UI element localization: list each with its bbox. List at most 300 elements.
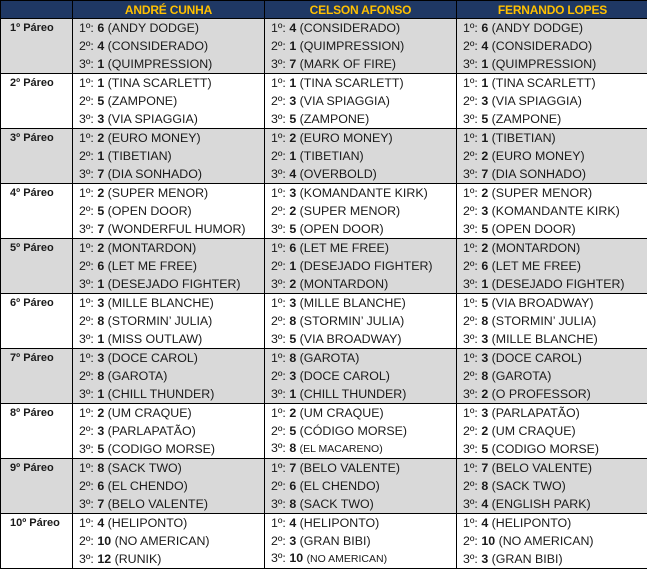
tip-cell: [457, 19, 647, 38]
horse-name: (TIBETIAN): [108, 149, 172, 163]
placing: 1º:: [271, 406, 286, 420]
placing: 2º:: [463, 314, 478, 328]
race-label: 3º Páreo: [1, 129, 73, 184]
tip-cell: [457, 440, 647, 459]
tip-cell: [457, 349, 647, 368]
placing: 3º:: [79, 222, 94, 236]
horse-name: (SACK TWO): [492, 479, 566, 493]
horse-name: (SUPER MENOR): [492, 186, 593, 200]
placing: 1º:: [271, 296, 286, 310]
placing: 3º:: [271, 57, 286, 71]
horse-name: (OPEN DOOR): [492, 222, 576, 236]
placing: 2º:: [463, 369, 478, 383]
placing: 3º:: [463, 552, 478, 566]
tip-cell: [457, 147, 647, 165]
horse-number: 4: [289, 516, 296, 530]
placing: 3º:: [79, 277, 94, 291]
tip-cell: [265, 495, 457, 514]
tip-cell: [457, 312, 647, 330]
tip-cell: [73, 74, 265, 93]
horse-name: (CÓDIGO MORSE): [300, 424, 407, 438]
placing: 2º:: [79, 369, 94, 383]
horse-number: 8: [289, 351, 296, 365]
horse-name: (BELO VALENTE): [492, 461, 592, 475]
horse-number: 7: [97, 222, 104, 236]
horse-number: 6: [97, 259, 104, 273]
placing: 1º:: [79, 186, 94, 200]
placing: 3º:: [79, 552, 94, 566]
horse-name: (GAROTA): [492, 369, 552, 383]
horse-name: (SACK TWO): [300, 497, 374, 511]
horse-name: (UM CRAQUE): [300, 406, 384, 420]
placing: 2º:: [463, 149, 478, 163]
header-tipster-3: FERNANDO LOPES: [457, 1, 647, 19]
horse-number: 3: [481, 204, 488, 218]
horse-number: 1: [481, 277, 488, 291]
horse-number: 8: [289, 497, 296, 511]
horse-name: (KOMANDANTE KIRK): [300, 186, 428, 200]
horse-number: 2: [481, 241, 488, 255]
horse-name: (WONDERFUL HUMOR): [108, 222, 246, 236]
tip-cell: [73, 495, 265, 514]
placing: 2º:: [271, 314, 286, 328]
horse-number: 7: [481, 461, 488, 475]
horse-number: 5: [289, 424, 296, 438]
tip-cell: [265, 330, 457, 349]
table-row: [1, 477, 647, 495]
tip-cell: [265, 147, 457, 165]
tip-cell: [73, 37, 265, 55]
horse-name: (LET ME FREE): [300, 241, 389, 255]
horse-name: (ZAMPONE): [300, 112, 370, 126]
placing: 1º:: [463, 296, 478, 310]
horse-number: 4: [97, 39, 104, 53]
horse-name: (ANDY DODGE): [108, 21, 199, 35]
horse-number: 4: [481, 497, 488, 511]
horse-name: (VIA SPIAGGIA): [492, 94, 582, 108]
horse-name: (QUIMPRESSION): [108, 57, 213, 71]
horse-name: (GAROTA): [108, 369, 168, 383]
horse-name: (NO AMERICAN): [307, 553, 388, 565]
placing: 3º:: [463, 497, 478, 511]
placing: 2º:: [79, 479, 94, 493]
placing: 2º:: [463, 204, 478, 218]
horse-name: (OPEN DOOR): [108, 204, 192, 218]
placing: 1º:: [271, 241, 286, 255]
tip-cell: [73, 330, 265, 349]
horse-name: (EURO MONEY): [300, 131, 393, 145]
table-row: [1, 165, 647, 184]
horse-number: 2: [97, 186, 104, 200]
horse-number: 2: [481, 186, 488, 200]
tip-cell: [457, 110, 647, 129]
horse-name: (RUNIK): [115, 552, 162, 566]
tip-cell: [73, 404, 265, 423]
placing: 1º:: [463, 241, 478, 255]
horse-name: (DOCE CAROL): [492, 351, 582, 365]
placing: 2º:: [271, 259, 286, 273]
tip-cell: [73, 92, 265, 110]
horse-number: 1: [481, 131, 488, 145]
tip-cell: [265, 202, 457, 220]
placing: 2º:: [271, 204, 286, 218]
race-label: 5º Páreo: [1, 239, 73, 294]
tip-cell: [73, 184, 265, 203]
tip-cell: [457, 184, 647, 203]
horse-number: 10: [97, 534, 111, 548]
placing: 1º:: [463, 21, 478, 35]
placing: 1º:: [463, 406, 478, 420]
tip-cell: [265, 294, 457, 313]
table-row: [1, 202, 647, 220]
horse-number: 3: [289, 94, 296, 108]
tip-cell: [73, 275, 265, 294]
tip-cell: [265, 532, 457, 550]
horse-name: (MILLE BLANCHE): [492, 332, 598, 346]
tip-cell: [457, 294, 647, 313]
horse-name: (DESEJADO FIGHTER): [492, 277, 625, 291]
tip-cell: [265, 312, 457, 330]
horse-name: (EL CHENDO): [300, 479, 380, 493]
tip-cell: [73, 220, 265, 239]
placing: 2º:: [79, 204, 94, 218]
table-row: [1, 92, 647, 110]
tip-cell: [265, 349, 457, 368]
placing: 2º:: [79, 94, 94, 108]
horse-number: 3: [97, 112, 104, 126]
horse-number: 10: [289, 551, 303, 565]
tip-cell: [73, 202, 265, 220]
tip-cell: [457, 330, 647, 349]
horse-number: 6: [481, 21, 488, 35]
placing: 3º:: [271, 112, 286, 126]
horse-number: 5: [97, 442, 104, 456]
horse-number: 2: [289, 277, 296, 291]
horse-number: 7: [481, 167, 488, 181]
horse-name: (GRAN BIBI): [300, 534, 371, 548]
table-row: [1, 532, 647, 550]
placing: 2º:: [463, 94, 478, 108]
table-row: [1, 220, 647, 239]
placing: 1º:: [271, 76, 286, 90]
table-row: [1, 37, 647, 55]
horse-name: (CODIGO MORSE): [492, 442, 599, 456]
horse-number: 3: [97, 296, 104, 310]
horse-number: 2: [97, 406, 104, 420]
horse-name: (MILLE BLANCHE): [108, 296, 214, 310]
tip-cell: [265, 239, 457, 258]
horse-name: (VIA SPIAGGIA): [108, 112, 198, 126]
table-row: [1, 129, 647, 148]
tip-cell: [457, 550, 647, 569]
table-row: [1, 55, 647, 74]
tip-cell: [265, 404, 457, 423]
placing: 2º:: [79, 424, 94, 438]
horse-name: (SUPER MENOR): [108, 186, 209, 200]
placing: 3º:: [271, 222, 286, 236]
header-tipster-1: ANDRÉ CUNHA: [73, 1, 265, 19]
horse-number: 4: [481, 39, 488, 53]
horse-number: 5: [97, 94, 104, 108]
horse-name: (PARLAPATÃO): [108, 424, 196, 438]
race-label: 1º Páreo: [1, 19, 73, 74]
horse-name: (NO AMERICAN): [499, 534, 594, 548]
tip-cell: [73, 312, 265, 330]
horse-number: 2: [289, 406, 296, 420]
placing: 1º:: [79, 21, 94, 35]
horse-number: 2: [481, 149, 488, 163]
horse-name: (STORMIN’ JULIA): [492, 314, 597, 328]
table-row: [1, 385, 647, 404]
placing: 3º:: [79, 497, 94, 511]
table-row: [1, 367, 647, 385]
horse-number: 1: [481, 76, 488, 90]
placing: 2º:: [271, 424, 286, 438]
horse-name: (DOCE CAROL): [108, 351, 198, 365]
horse-name: (DESEJADO FIGHTER): [300, 259, 433, 273]
horse-number: 3: [481, 552, 488, 566]
placing: 2º:: [79, 314, 94, 328]
placing: 3º:: [79, 332, 94, 346]
horse-name: (SUPER MENOR): [300, 204, 401, 218]
horse-name: (GRAN BIBI): [492, 552, 563, 566]
horse-number: 2: [97, 241, 104, 255]
horse-number: 5: [481, 112, 488, 126]
tip-cell: [73, 294, 265, 313]
placing: 3º:: [79, 387, 94, 401]
placing: 2º:: [79, 39, 94, 53]
placing: 3º:: [79, 167, 94, 181]
horse-name: (ANDY DODGE): [492, 21, 583, 35]
horse-name: (EL MACARENO): [300, 443, 383, 455]
placing: 3º:: [79, 57, 94, 71]
placing: 1º:: [79, 351, 94, 365]
table-row: [1, 422, 647, 440]
placing: 1º:: [271, 461, 286, 475]
horse-number: 8: [481, 479, 488, 493]
race-label: 2º Páreo: [1, 74, 73, 129]
tip-cell: [457, 385, 647, 404]
horse-number: 3: [97, 424, 104, 438]
horse-number: 12: [97, 552, 111, 566]
horse-number: 1: [481, 57, 488, 71]
horse-number: 1: [289, 76, 296, 90]
placing: 3º:: [79, 442, 94, 456]
tip-cell: [265, 550, 457, 569]
race-label: 8º Páreo: [1, 404, 73, 459]
tip-cell: [457, 202, 647, 220]
placing: 1º:: [271, 351, 286, 365]
tip-cell: [265, 37, 457, 55]
horse-number: 1: [289, 259, 296, 273]
tip-cell: [73, 422, 265, 440]
tip-cell: [73, 514, 265, 533]
placing: 2º:: [271, 479, 286, 493]
horse-name: (VIA BROADWAY): [492, 296, 594, 310]
placing: 1º:: [463, 516, 478, 530]
horse-name: (TINA SCARLETT): [492, 76, 596, 90]
tip-cell: [457, 37, 647, 55]
horse-name: (STORMIN’ JULIA): [300, 314, 405, 328]
placing: 2º:: [271, 39, 286, 53]
tip-cell: [457, 92, 647, 110]
horse-name: (CHILL THUNDER): [300, 387, 407, 401]
horse-name: (HELIPONTO): [300, 516, 380, 530]
horse-number: 3: [481, 94, 488, 108]
table-row: [1, 239, 647, 258]
horse-number: 8: [97, 369, 104, 383]
placing: 1º:: [463, 461, 478, 475]
horse-number: 6: [97, 479, 104, 493]
tip-cell: [265, 55, 457, 74]
tip-cell: [265, 129, 457, 148]
placing: 2º:: [79, 259, 94, 273]
tip-cell: [73, 532, 265, 550]
race-label: 7º Páreo: [1, 349, 73, 404]
horse-number: 3: [289, 534, 296, 548]
placing: 2º:: [463, 39, 478, 53]
placing: 1º:: [271, 21, 286, 35]
horse-name: (O PROFESSOR): [492, 387, 591, 401]
horse-name: (ENGLISH PARK): [492, 497, 591, 511]
header-row: [1, 1, 647, 19]
tip-cell: [265, 220, 457, 239]
tip-cell: [73, 147, 265, 165]
horse-name: (HELIPONTO): [108, 516, 188, 530]
horse-name: (VIA SPIAGGIA): [300, 94, 390, 108]
horse-name: (ZAMPONE): [492, 112, 562, 126]
horse-number: 1: [289, 387, 296, 401]
tip-cell: [73, 55, 265, 74]
tip-cell: [265, 92, 457, 110]
horse-number: 6: [481, 259, 488, 273]
tip-cell: [457, 404, 647, 423]
horse-name: (QUIMPRESSION): [492, 57, 597, 71]
tip-cell: [457, 55, 647, 74]
tip-cell: [457, 532, 647, 550]
tip-cell: [457, 165, 647, 184]
placing: 2º:: [79, 534, 94, 548]
placing: 3º:: [271, 497, 286, 511]
horse-number: 3: [289, 186, 296, 200]
tip-cell: [457, 257, 647, 275]
horse-number: 1: [97, 387, 104, 401]
horse-name: (VIA BROADWAY): [300, 332, 402, 346]
placing: 1º:: [79, 406, 94, 420]
horse-name: (BELO VALENTE): [300, 461, 400, 475]
placing: 2º:: [271, 149, 286, 163]
table-row: [1, 440, 647, 459]
tip-cell: [73, 477, 265, 495]
table-row: [1, 514, 647, 533]
placing: 3º:: [463, 112, 478, 126]
placing: 1º:: [79, 516, 94, 530]
horse-number: 4: [289, 21, 296, 35]
tip-cell: [73, 110, 265, 129]
horse-number: 1: [97, 76, 104, 90]
placing: 2º:: [463, 259, 478, 273]
race-label: 6º Páreo: [1, 294, 73, 349]
table-row: [1, 257, 647, 275]
horse-name: (MISS OUTLAW): [108, 332, 203, 346]
horse-name: (CHILL THUNDER): [108, 387, 215, 401]
horse-name: (CONSIDERADO): [300, 21, 401, 35]
horse-number: 8: [97, 314, 104, 328]
placing: 2º:: [271, 369, 286, 383]
table-row: [1, 184, 647, 203]
placing: 3º:: [271, 441, 286, 455]
placing: 3º:: [79, 112, 94, 126]
horse-name: (OVERBOLD): [300, 167, 377, 181]
horse-number: 5: [289, 332, 296, 346]
tip-cell: [457, 459, 647, 478]
placing: 1º:: [463, 131, 478, 145]
table-row: [1, 74, 647, 93]
horse-name: (OPEN DOOR): [300, 222, 384, 236]
table-row: [1, 349, 647, 368]
tip-cell: [73, 257, 265, 275]
horse-name: (MONTARDON): [300, 277, 389, 291]
horse-name: (TINA SCARLETT): [300, 76, 404, 90]
horse-number: 6: [289, 479, 296, 493]
horse-number: 10: [481, 534, 495, 548]
tip-cell: [73, 165, 265, 184]
horse-name: (NO AMERICAN): [115, 534, 210, 548]
horse-name: (DESEJADO FIGHTER): [108, 277, 241, 291]
horse-name: (UM CRAQUE): [492, 424, 576, 438]
tips-body: [1, 19, 647, 569]
horse-name: (DIA SONHADO): [108, 167, 202, 181]
horse-number: 3: [481, 351, 488, 365]
placing: 2º:: [463, 534, 478, 548]
horse-name: (LET ME FREE): [108, 259, 197, 273]
tip-cell: [265, 514, 457, 533]
tip-cell: [457, 422, 647, 440]
horse-name: (DIA SONHADO): [492, 167, 586, 181]
placing: 3º:: [271, 387, 286, 401]
tip-cell: [73, 459, 265, 478]
horse-number: 2: [481, 424, 488, 438]
table-row: [1, 550, 647, 569]
horse-name: (EURO MONEY): [492, 149, 585, 163]
horse-name: (DOCE CAROL): [300, 369, 390, 383]
horse-number: 3: [481, 332, 488, 346]
horse-number: 1: [289, 39, 296, 53]
horse-name: (TINA SCARLETT): [108, 76, 212, 90]
tip-cell: [457, 514, 647, 533]
placing: 1º:: [463, 351, 478, 365]
horse-name: (SACK TWO): [108, 461, 182, 475]
horse-number: 5: [289, 112, 296, 126]
tip-cell: [265, 257, 457, 275]
tip-cell: [265, 19, 457, 38]
placing: 3º:: [463, 332, 478, 346]
horse-name: (STORMIN’ JULIA): [108, 314, 213, 328]
horse-number: 7: [289, 57, 296, 71]
header-corner: [1, 1, 73, 19]
horse-number: 7: [97, 497, 104, 511]
placing: 1º:: [79, 131, 94, 145]
horse-number: 2: [289, 131, 296, 145]
tip-cell: [265, 477, 457, 495]
tip-cell: [265, 440, 457, 459]
tip-cell: [457, 275, 647, 294]
horse-name: (CONSIDERADO): [492, 39, 593, 53]
horse-name: (PARLAPATÃO): [492, 406, 580, 420]
horse-number: 8: [97, 461, 104, 475]
placing: 1º:: [463, 76, 478, 90]
horse-number: 3: [481, 406, 488, 420]
